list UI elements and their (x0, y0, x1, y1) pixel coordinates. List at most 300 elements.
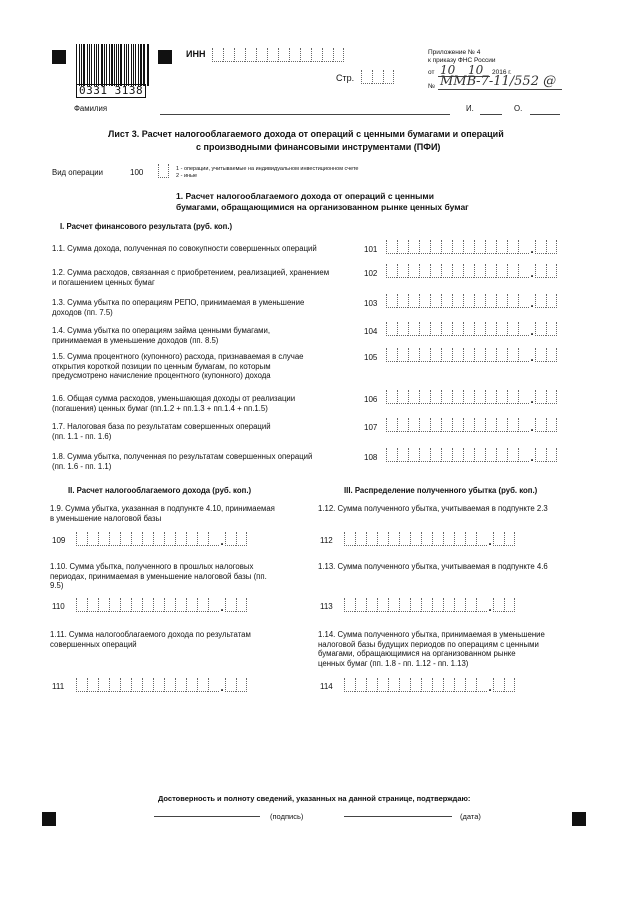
decimal-separator: . (220, 600, 224, 614)
digit-cell[interactable] (496, 390, 507, 404)
digit-cell[interactable] (225, 678, 236, 692)
digit-cell[interactable] (452, 390, 463, 404)
digit-cell[interactable] (476, 532, 487, 546)
digit-cell[interactable] (421, 598, 432, 612)
digit-cell[interactable] (463, 322, 474, 336)
digit-cell[interactable] (120, 598, 131, 612)
digit-cell[interactable] (245, 48, 256, 62)
part-2-title: II. Расчет налогооблагаемого дохода (руб. коп.) (68, 486, 252, 495)
row-label: 1.12. Сумма полученного убытка, учитываемая в подпункте 2.3 (318, 504, 548, 513)
digit-cell[interactable] (76, 598, 87, 612)
row-label: доходов (пп. 7.5) (52, 307, 113, 317)
digit-cell[interactable] (120, 532, 131, 546)
digit-cell[interactable] (535, 348, 546, 362)
digit-cell[interactable] (408, 264, 419, 278)
inn-field[interactable] (212, 48, 344, 62)
digit-cell[interactable] (441, 264, 452, 278)
barcode-bar (91, 44, 92, 86)
digit-cell[interactable] (474, 418, 485, 432)
digit-cell[interactable] (518, 294, 529, 308)
barcode-bar (138, 44, 139, 86)
digit-cell[interactable] (535, 418, 546, 432)
digit-cell[interactable] (386, 418, 397, 432)
digit-cell[interactable] (485, 348, 496, 362)
digit-cell[interactable] (463, 448, 474, 462)
digit-cell[interactable] (430, 418, 441, 432)
digit-cell[interactable] (454, 598, 465, 612)
barcode-bar (147, 44, 148, 86)
digit-cell[interactable] (142, 598, 153, 612)
digit-cell[interactable] (410, 678, 421, 692)
digit-cell[interactable] (399, 598, 410, 612)
digit-cell[interactable] (441, 418, 452, 432)
digit-cell[interactable] (485, 390, 496, 404)
digit-cell[interactable] (388, 598, 399, 612)
digit-cell[interactable] (452, 240, 463, 254)
digit-cell[interactable] (386, 240, 397, 254)
digit-cell[interactable] (300, 48, 311, 62)
digit-cell[interactable] (454, 678, 465, 692)
digit-cell[interactable] (504, 678, 515, 692)
barcode-bar (140, 44, 142, 86)
row-label: принимаемая в уменьшение доходов (пп. 8.5) (52, 335, 219, 345)
digit-cell[interactable] (430, 390, 441, 404)
digit-cell[interactable] (546, 448, 557, 462)
digit-cell[interactable] (493, 598, 504, 612)
digit-cell[interactable] (496, 448, 507, 462)
digit-cell[interactable] (546, 348, 557, 362)
digit-cell[interactable] (485, 240, 496, 254)
digit-cell[interactable] (463, 264, 474, 278)
digit-cell[interactable] (344, 532, 355, 546)
digit-cell[interactable] (421, 678, 432, 692)
row-label: 1.14. Сумма полученного убытка, принимаемая в уменьшение (318, 630, 545, 639)
digit-cell[interactable] (366, 598, 377, 612)
digit-cell[interactable] (410, 532, 421, 546)
digit-cell[interactable] (98, 598, 109, 612)
row-label: 1.6. Общая сумма расходов, уменьшающая доходы от реализации (52, 394, 296, 403)
digit-cell[interactable] (485, 418, 496, 432)
digit-cell[interactable] (366, 532, 377, 546)
digit-cell[interactable] (507, 418, 518, 432)
row-code: 114 (320, 682, 333, 691)
digit-cell[interactable] (430, 348, 441, 362)
digit-cell[interactable] (158, 164, 169, 178)
digit-cell[interactable] (408, 348, 419, 362)
digit-cell[interactable] (186, 678, 197, 692)
appendix-line-2: к приказу ФНС России (428, 57, 496, 64)
digit-cell[interactable] (388, 532, 399, 546)
row-code: 107 (364, 423, 378, 432)
digit-cell[interactable] (175, 678, 186, 692)
row-code: 102 (364, 269, 378, 278)
digit-cell[interactable] (535, 390, 546, 404)
barcode (76, 44, 150, 86)
digit-cell[interactable] (441, 348, 452, 362)
digit-cell[interactable] (366, 678, 377, 692)
digit-cell[interactable] (507, 448, 518, 462)
digit-cell[interactable] (518, 264, 529, 278)
digit-cell[interactable] (441, 240, 452, 254)
digit-cell[interactable] (397, 322, 408, 336)
digit-cell[interactable] (208, 678, 219, 692)
initial-patronymic-field[interactable] (530, 114, 560, 115)
digit-cell[interactable] (430, 240, 441, 254)
digit-cell[interactable] (225, 598, 236, 612)
digit-cell[interactable] (397, 348, 408, 362)
digit-cell[interactable] (212, 48, 223, 62)
digit-cell[interactable] (399, 532, 410, 546)
digit-cell[interactable] (419, 418, 430, 432)
barcode-bar (118, 44, 119, 86)
digit-cell[interactable] (109, 598, 120, 612)
digit-cell[interactable] (408, 322, 419, 336)
row-label: 1.13. Сумма полученного убытка, учитываемая в подпункте 4.6 (318, 562, 548, 571)
digit-cell[interactable] (236, 678, 247, 692)
operation-type-field[interactable] (158, 164, 169, 178)
digit-cell[interactable] (452, 322, 463, 336)
digit-cell[interactable] (175, 532, 186, 546)
surname-field[interactable] (160, 114, 450, 115)
digit-cell[interactable] (518, 448, 529, 462)
digit-cell[interactable] (474, 348, 485, 362)
digit-cell[interactable] (386, 390, 397, 404)
decimal-separator: . (220, 680, 224, 694)
digit-cell[interactable] (377, 598, 388, 612)
row-label: 1.1. Сумма дохода, полученная по совокупности совершенных операций (52, 244, 317, 253)
amount-field-104[interactable] (386, 322, 557, 336)
digit-cell[interactable] (452, 294, 463, 308)
digit-cell[interactable] (546, 294, 557, 308)
digit-cell[interactable] (443, 532, 454, 546)
digit-cell[interactable] (496, 322, 507, 336)
digit-cell[interactable] (432, 532, 443, 546)
digit-cell[interactable] (507, 264, 518, 278)
amount-field-114[interactable] (344, 678, 515, 692)
digit-cell[interactable] (153, 532, 164, 546)
digit-cell[interactable] (518, 240, 529, 254)
digit-cell[interactable] (109, 678, 120, 692)
digit-cell[interactable] (131, 598, 142, 612)
digit-cell[interactable] (454, 532, 465, 546)
digit-cell[interactable] (397, 448, 408, 462)
digit-cell[interactable] (504, 598, 515, 612)
digit-cell[interactable] (474, 322, 485, 336)
digit-cell[interactable] (355, 598, 366, 612)
decimal-separator: . (530, 324, 534, 338)
digit-cell[interactable] (87, 598, 98, 612)
digit-cell[interactable] (432, 598, 443, 612)
digit-cell[interactable] (355, 532, 366, 546)
digit-cell[interactable] (474, 448, 485, 462)
digit-cell[interactable] (372, 70, 383, 84)
digit-cell[interactable] (197, 532, 208, 546)
digit-cell[interactable] (518, 390, 529, 404)
digit-cell[interactable] (535, 322, 546, 336)
digit-cell[interactable] (546, 322, 557, 336)
digit-cell[interactable] (474, 294, 485, 308)
digit-cell[interactable] (452, 348, 463, 362)
digit-cell[interactable] (234, 48, 245, 62)
digit-cell[interactable] (441, 390, 452, 404)
digit-cell[interactable] (535, 240, 546, 254)
digit-cell[interactable] (507, 348, 518, 362)
digit-cell[interactable] (164, 678, 175, 692)
digit-cell[interactable] (76, 532, 87, 546)
amount-field-105[interactable] (386, 348, 557, 362)
digit-cell[interactable] (322, 48, 333, 62)
amount-field-106[interactable] (386, 390, 557, 404)
digit-cell[interactable] (197, 678, 208, 692)
digit-cell[interactable] (408, 418, 419, 432)
digit-cell[interactable] (397, 294, 408, 308)
digit-cell[interactable] (546, 264, 557, 278)
barcode-bar (126, 44, 127, 86)
digit-cell[interactable] (399, 678, 410, 692)
row-label: открытия короткой позиции по ценным бумагам, по которым (52, 361, 271, 371)
digit-cell[interactable] (474, 264, 485, 278)
digit-cell[interactable] (496, 348, 507, 362)
digit-cell[interactable] (386, 294, 397, 308)
digit-cell[interactable] (131, 532, 142, 546)
initial-patronymic-label: О. (514, 104, 523, 113)
digit-cell[interactable] (546, 240, 557, 254)
sheet-title-line-2: с производными финансовыми инструментами (ПФИ) (196, 142, 441, 152)
digit-cell[interactable] (507, 322, 518, 336)
digit-cell[interactable] (267, 48, 278, 62)
digit-cell[interactable] (485, 294, 496, 308)
handwritten-order-number: ММВ-7-11/552 @ (440, 74, 557, 89)
barcode-bar (79, 44, 80, 86)
digit-cell[interactable] (452, 264, 463, 278)
amount-field-113[interactable] (344, 598, 515, 612)
barcode-bar (104, 44, 105, 86)
digit-cell[interactable] (430, 294, 441, 308)
date-field[interactable] (344, 816, 452, 817)
digit-cell[interactable] (463, 418, 474, 432)
amount-field-107[interactable] (386, 418, 557, 432)
digit-cell[interactable] (397, 240, 408, 254)
digit-cell[interactable] (120, 678, 131, 692)
digit-cell[interactable] (452, 418, 463, 432)
digit-cell[interactable] (496, 294, 507, 308)
section-1-title-line-2: бумагами, обращающимися на организованном рынке ценных бумаг (176, 202, 469, 212)
digit-cell[interactable] (443, 598, 454, 612)
digit-cell[interactable] (377, 678, 388, 692)
barcode-bar (94, 44, 95, 86)
digit-cell[interactable] (76, 678, 87, 692)
digit-cell[interactable] (386, 322, 397, 336)
page-number-field[interactable] (361, 70, 394, 84)
amount-field-109[interactable] (76, 532, 247, 546)
digit-cell[interactable] (408, 294, 419, 308)
digit-cell[interactable] (507, 240, 518, 254)
digit-cell[interactable] (164, 598, 175, 612)
digit-cell[interactable] (463, 390, 474, 404)
digit-cell[interactable] (441, 448, 452, 462)
appendix-number-label: № (428, 83, 435, 90)
row-code: 108 (364, 453, 378, 462)
digit-cell[interactable] (186, 598, 197, 612)
digit-cell[interactable] (493, 678, 504, 692)
row-label: (погашения) ценных бумаг (пп.1.2 + пп.1.3 + пп.1.4 + пп.1.5) (52, 403, 268, 413)
row-label: 1.11. Сумма налогооблагаемого дохода по результатам (50, 630, 251, 639)
digit-cell[interactable] (419, 390, 430, 404)
digit-cell[interactable] (311, 48, 322, 62)
digit-cell[interactable] (236, 532, 247, 546)
digit-cell[interactable] (485, 322, 496, 336)
digit-cell[interactable] (430, 264, 441, 278)
digit-cell[interactable] (546, 418, 557, 432)
digit-cell[interactable] (419, 240, 430, 254)
digit-cell[interactable] (463, 348, 474, 362)
row-label: 1.8. Сумма убытка, полученная по результатам совершенных операций (52, 452, 313, 461)
digit-cell[interactable] (142, 532, 153, 546)
amount-field-112[interactable] (344, 532, 515, 546)
digit-cell[interactable] (87, 678, 98, 692)
digit-cell[interactable] (443, 678, 454, 692)
digit-cell[interactable] (408, 448, 419, 462)
digit-cell[interactable] (485, 448, 496, 462)
row-label: 1.7. Налоговая база по результатам совершенных операций (52, 422, 271, 431)
amount-field-108[interactable] (386, 448, 557, 462)
digit-cell[interactable] (388, 678, 399, 692)
digit-cell[interactable] (535, 448, 546, 462)
digit-cell[interactable] (535, 294, 546, 308)
digit-cell[interactable] (504, 532, 515, 546)
digit-cell[interactable] (344, 598, 355, 612)
digit-cell[interactable] (109, 532, 120, 546)
amount-field-111[interactable] (76, 678, 247, 692)
signature-field[interactable] (154, 816, 260, 817)
row-label: 9.5) (50, 581, 64, 590)
digit-cell[interactable] (465, 598, 476, 612)
digit-cell[interactable] (421, 532, 432, 546)
initial-first-field[interactable] (480, 114, 502, 115)
digit-cell[interactable] (476, 678, 487, 692)
digit-cell[interactable] (419, 264, 430, 278)
digit-cell[interactable] (493, 532, 504, 546)
row-label: совершенных операций (50, 639, 137, 649)
digit-cell[interactable] (441, 322, 452, 336)
digit-cell[interactable] (419, 348, 430, 362)
barcode-bar (148, 44, 149, 86)
barcode-bar (89, 44, 90, 86)
row-code: 101 (364, 245, 378, 254)
digit-cell[interactable] (278, 48, 289, 62)
digit-cell[interactable] (546, 390, 557, 404)
digit-cell[interactable] (175, 598, 186, 612)
digit-cell[interactable] (131, 678, 142, 692)
digit-cell[interactable] (465, 532, 476, 546)
decimal-separator: . (488, 600, 492, 614)
digit-cell[interactable] (410, 598, 421, 612)
digit-cell[interactable] (419, 294, 430, 308)
decimal-separator: . (530, 420, 534, 434)
digit-cell[interactable] (463, 294, 474, 308)
digit-cell[interactable] (377, 532, 388, 546)
digit-cell[interactable] (507, 294, 518, 308)
digit-cell[interactable] (386, 348, 397, 362)
digit-cell[interactable] (208, 532, 219, 546)
digit-cell[interactable] (223, 48, 234, 62)
digit-cell[interactable] (289, 48, 300, 62)
digit-cell[interactable] (465, 678, 476, 692)
digit-cell[interactable] (518, 322, 529, 336)
digit-cell[interactable] (225, 532, 236, 546)
digit-cell[interactable] (408, 390, 419, 404)
digit-cell[interactable] (256, 48, 267, 62)
amount-field-102[interactable] (386, 264, 557, 278)
digit-cell[interactable] (419, 322, 430, 336)
digit-cell[interactable] (142, 678, 153, 692)
digit-cell[interactable] (164, 532, 175, 546)
digit-cell[interactable] (355, 678, 366, 692)
row-label: 1.3. Сумма убытка по операциям РЕПО, принимаемая в уменьшение (52, 298, 305, 307)
digit-cell[interactable] (408, 240, 419, 254)
digit-cell[interactable] (430, 322, 441, 336)
confirmation-text: Достоверность и полноту сведений, указанных на данной странице, подтверждаю: (158, 794, 471, 803)
digit-cell[interactable] (98, 532, 109, 546)
digit-cell[interactable] (518, 418, 529, 432)
digit-cell[interactable] (208, 598, 219, 612)
row-label: (пп. 1.1 - пп. 1.6) (52, 431, 112, 441)
digit-cell[interactable] (485, 264, 496, 278)
digit-cell[interactable] (476, 598, 487, 612)
barcode-bar (76, 44, 77, 86)
digit-cell[interactable] (432, 678, 443, 692)
amount-field-110[interactable] (76, 598, 247, 612)
digit-cell[interactable] (430, 448, 441, 462)
amount-field-101[interactable] (386, 240, 557, 254)
digit-cell[interactable] (496, 264, 507, 278)
digit-cell[interactable] (386, 264, 397, 278)
digit-cell[interactable] (383, 70, 394, 84)
amount-field-103[interactable] (386, 294, 557, 308)
digit-cell[interactable] (386, 448, 397, 462)
digit-cell[interactable] (518, 348, 529, 362)
digit-cell[interactable] (87, 532, 98, 546)
digit-cell[interactable] (236, 598, 247, 612)
digit-cell[interactable] (361, 70, 372, 84)
appendix-from: от (428, 69, 435, 76)
digit-cell[interactable] (344, 678, 355, 692)
barcode-bar (98, 44, 99, 86)
digit-cell[interactable] (397, 390, 408, 404)
digit-cell[interactable] (333, 48, 344, 62)
digit-cell[interactable] (419, 448, 430, 462)
digit-cell[interactable] (474, 390, 485, 404)
digit-cell[interactable] (474, 240, 485, 254)
digit-cell[interactable] (397, 418, 408, 432)
digit-cell[interactable] (186, 532, 197, 546)
digit-cell[interactable] (507, 390, 518, 404)
digit-cell[interactable] (397, 264, 408, 278)
digit-cell[interactable] (496, 240, 507, 254)
barcode-bar (135, 44, 136, 86)
barcode-bar (124, 44, 125, 86)
digit-cell[interactable] (496, 418, 507, 432)
barcode-bar (131, 44, 132, 86)
digit-cell[interactable] (463, 240, 474, 254)
digit-cell[interactable] (153, 678, 164, 692)
digit-cell[interactable] (535, 264, 546, 278)
digit-cell[interactable] (153, 598, 164, 612)
digit-cell[interactable] (197, 598, 208, 612)
digit-cell[interactable] (452, 448, 463, 462)
digit-cell[interactable] (98, 678, 109, 692)
digit-cell[interactable] (441, 294, 452, 308)
